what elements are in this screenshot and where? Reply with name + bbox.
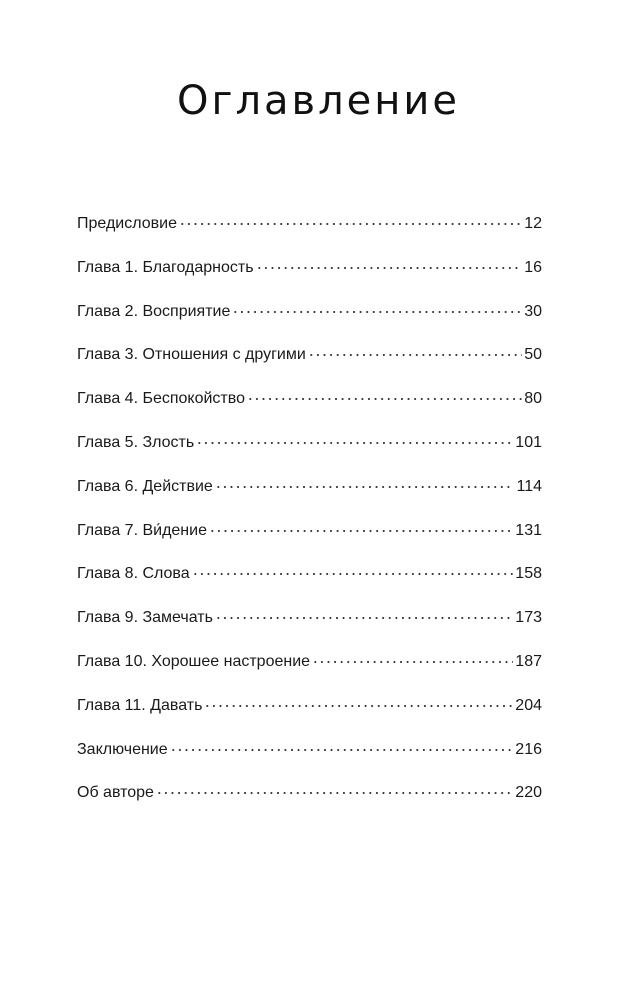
dot-leader [204,694,513,710]
toc-entry-page: 158 [515,565,542,583]
dot-leader [312,650,513,666]
toc-entry-page: 80 [524,390,542,408]
dot-leader [209,519,513,535]
toc-entry-label: Глава 4. Беспокойство [77,390,245,408]
toc-entry-label: Глава 3. Отношения с другими [77,346,306,364]
toc-entry-chapter-6 [77,475,542,519]
toc-entry-page: 12 [524,215,542,232]
toc-entry-label: Глава 5. Злость [77,433,195,451]
toc-entry-label: Глава 6. Действие [77,477,213,495]
dot-leader [170,738,514,754]
dot-leader [179,212,522,228]
toc-entry-label: Предисловие [77,215,177,232]
dot-leader [156,781,513,797]
toc-entry-label: Глава 2. Восприятие [77,302,231,320]
toc-entry-chapter-3 [77,343,542,387]
toc-entry-conclusion [77,738,542,782]
dot-leader [256,256,523,272]
toc-entry-preface [77,212,542,256]
toc-entry-page: 50 [524,346,542,364]
toc-entry-label: Глава 10. Хорошее настроение [77,652,311,670]
toc-entry-label: Глава 9. Замечать [77,609,213,627]
page-title: Оглавление [176,78,461,124]
toc-entry-chapter-10 [77,650,542,694]
toc-entry-page: 131 [515,521,542,539]
dot-leader [232,300,522,316]
toc-entry-chapter-1 [77,256,542,300]
toc-entry-page: 204 [515,696,542,714]
toc-entry-page: 30 [524,302,542,320]
dot-leader [247,387,522,403]
toc-entry-chapter-4 [77,387,542,431]
toc-entry-label: Об авторе [77,784,154,802]
toc-entry-chapter-8 [77,562,542,606]
toc-entry-chapter-5 [77,431,542,475]
toc-entry-chapter-7 [77,519,542,563]
toc-entry-label: Глава 11. Давать [77,696,203,714]
toc-entry-chapter-2 [77,300,542,344]
toc-entry-page: 220 [515,784,542,802]
toc-entry-page: 114 [516,477,542,495]
dot-leader [196,431,513,447]
toc-entry-label: Глава 7. Ви́дение [77,521,207,539]
table-of-contents [77,212,542,825]
dot-leader [308,343,522,359]
toc-entry-page: 101 [515,433,542,451]
dot-leader [192,562,514,578]
toc-entry-page: 173 [515,609,542,627]
toc-entry-label: Глава 1. Благодарность [77,258,254,276]
toc-entry-label: Заключение [77,740,168,758]
toc-entry-chapter-9 [77,606,542,650]
dot-leader [215,606,513,622]
toc-entry-about-author [77,781,542,825]
toc-entry-page: 16 [524,258,542,276]
toc-entry-label: Глава 8. Слова [77,565,190,583]
dot-leader [215,475,515,491]
toc-entry-page: 216 [515,740,542,758]
toc-entry-page: 187 [515,652,542,670]
toc-entry-chapter-11 [77,694,542,738]
